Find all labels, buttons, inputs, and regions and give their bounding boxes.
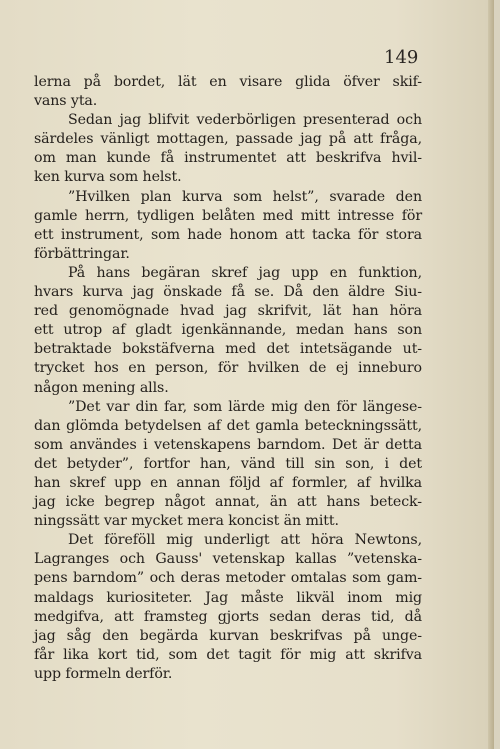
text-line: ningssätt var mycket mera koncist än mitt. [34,513,339,530]
text-line: hvars kurva jag önskade få se. Då den äldre Siu- [34,284,422,301]
text-line: upp formeln derför. [34,665,173,682]
text-line: jag icke begrep något annat, än att hans beteck- [34,494,422,511]
text-line: gamle herrn, tydligen belåten med mitt intresse för [34,207,422,224]
paragraph [34,188,422,264]
text-line: får lika kort tid, som det tagit för mig att skrifva [34,646,422,663]
text-line: ”Hvilken plan kurva som helst”, svarade den [68,188,422,205]
text-line: det betyder”, fortfor han, vänd till sin son, i det [34,455,422,472]
text-line: red genomögnade hvad jag skrifvit, lät han höra [34,303,422,320]
text-line: förbättringar. [34,245,130,262]
text-line: pens barndom” och deras metoder omtalas som gam- [34,570,422,587]
paragraph [34,398,422,532]
text-line: betraktade bokstäfverna med det intetsägande ut- [34,341,422,358]
text-line: dan glömda betydelsen af det gamla beteckningssätt, [34,417,422,434]
text-line: vans yta. [34,93,98,110]
text-line: särdeles vänligt mottagen, passade jag på att fråga, [34,131,422,148]
text-line: om man kunde få instrumentet att beskrifva hvil- [34,150,422,167]
text-line: ken kurva som helst. [34,169,182,186]
paragraph [34,73,422,111]
page-number: 149 [384,47,419,68]
text-line: ett instrument, som hade honom att tacka för stora [34,226,422,243]
paragraph [34,531,422,684]
text-line: På hans begäran skref jag upp en funktion, [68,264,422,281]
text-line: medgifva, att framsteg gjorts sedan deras tid, då [34,608,422,625]
text-line: trycket hos en person, för hvilken de ej inneburo [34,360,422,377]
text-line: maldags kuriositeter. Jag måste likväl inom mig [34,589,422,606]
page-body-text [34,73,422,684]
text-line: han skref upp en annan följd af formler, af hvilka [34,474,422,491]
text-line: Lagranges och Gauss' vetenskap kallas ”vetenska- [34,551,422,568]
text-line: Sedan jag blifvit vederbörligen presenterad och [68,112,422,129]
text-line: ett utrop af gladt igenkännande, medan hans son [34,322,422,339]
paragraph [34,264,422,398]
text-line: som användes i vetenskapens barndom. Det är detta [34,436,422,453]
text-line: jag såg den begärda kurvan beskrifvas på unge- [34,627,422,644]
text-line: någon mening alls. [34,379,169,396]
text-line: ”Det var din far, som lärde mig den för längese- [68,398,422,415]
text-line: Det föreföll mig underligt att höra Newtons, [68,532,422,549]
paragraph [34,111,422,187]
text-line: lerna på bordet, lät en visare glida öfver skif- [34,74,422,90]
